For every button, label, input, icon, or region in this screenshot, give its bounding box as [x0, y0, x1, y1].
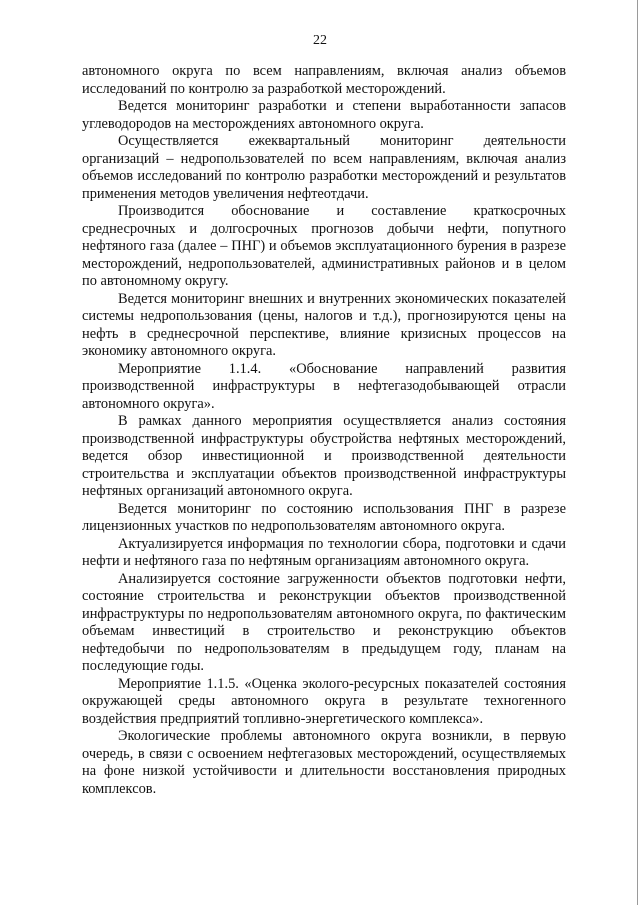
page-edge-line [637, 0, 638, 905]
paragraph-measure-1-1-4: Мероприятие 1.1.4. «Обоснование направлений развития производственной инфраструктуры в нефтегазодобывающей отрасли автономного округа». [82, 360, 566, 412]
paragraph: Экологические проблемы автономного округа возникли, в первую очередь, в связи с освоением нефтегазовых месторождений, осуществляемых на фоне низкой устойчивости и длительности восстановления природных комплексов. [82, 728, 566, 797]
paragraph: Производится обоснование и составление краткосрочных среднесрочных и долгосрочных прогнозов добычи нефти, попутного нефтяного газа (далее – ПНГ) и объемов эксплуатационного бурения в разрезе месторождений, недропользователей, административных районов и в целом по автономному округу. [82, 203, 566, 289]
page-number: 22 [313, 33, 327, 48]
paragraph-continuation: автономного округа по всем направлениям, включая анализ объемов исследований по контролю за разработкой месторождений. [82, 63, 566, 97]
paragraph: Актуализируется информация по технологии сбора, подготовки и сдачи нефти и нефтяного газа по нефтяным организациям автономного округа. [82, 535, 566, 569]
paragraph: Ведется мониторинг внешних и внутренних экономических показателей системы недропользования (цены, налогов и т.д.), прогнозируются цены на нефть в среднесрочной перспективе, влияние кризисных процессов на экономику автономного округа. [82, 290, 566, 359]
paragraph: Ведется мониторинг разработки и степени выработанности запасов углеводородов на месторождениях автономного округа. [82, 98, 566, 132]
paragraph: Осуществляется ежеквартальный мониторинг деятельности организаций – недропользователей по всем направлениям, включая анализ объемов исследований по контролю разработки месторождений и результатов применения методов увеличения нефтеотдачи. [82, 133, 566, 202]
paragraph: Ведется мониторинг по состоянию использования ПНГ в разрезе лицензионных участков по недропользователям автономного округа. [82, 500, 566, 534]
paragraph-measure-1-1-5: Мероприятие 1.1.5. «Оценка эколого-ресурсных показателей состояния окружающей среды автономного округа в результате техногенного воздействия предприятий топливно-энергетического комплекса». [82, 675, 566, 727]
paragraph: В рамках данного мероприятия осуществляется анализ состояния производственной инфраструктуры обустройства нефтяных месторождений, ведется обзор инвестиционной и производственной деятельности строительства и эксплуатации объектов производственной инфраструктуры нефтяных организаций автономного округа. [82, 413, 566, 499]
document-body [82, 63, 566, 798]
paragraph: Анализируется состояние загруженности объектов подготовки нефти, состояние строительства и реконструкции объектов производственной инфраструктуры по недропользователям автономного округа, по фактическим объемам инвестиций в строительство и реконструкцию объектов нефтедобычи по недропользователям в предыдущем году, планам на последующие годы. [82, 570, 566, 674]
